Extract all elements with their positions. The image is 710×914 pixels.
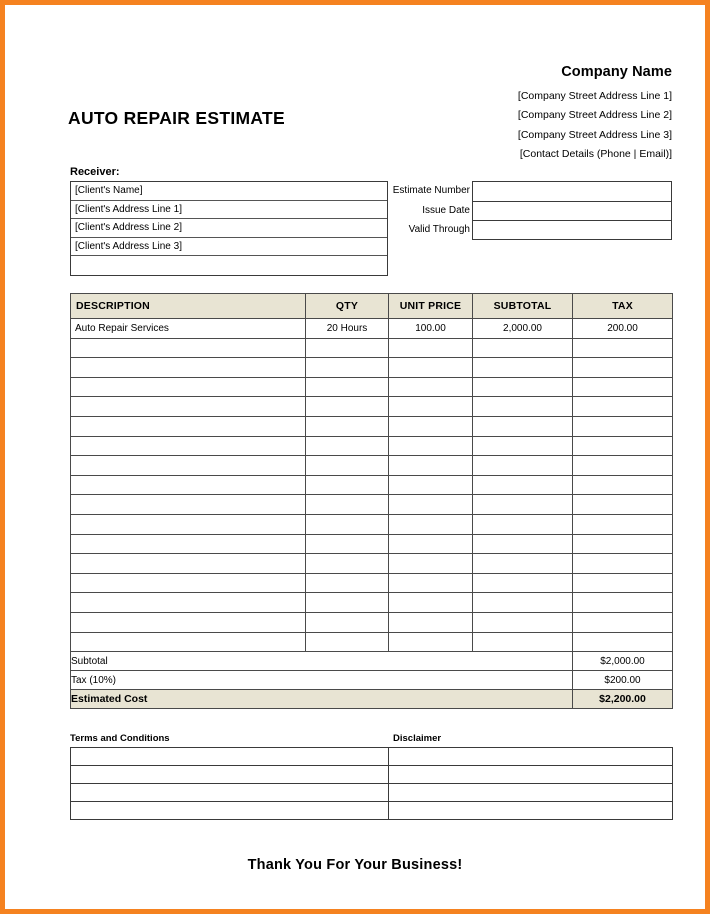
line-items-table	[70, 293, 673, 709]
cell-subtotal[interactable]	[473, 397, 573, 417]
cell-subtotal[interactable]	[473, 534, 573, 554]
column-header-tax: TAX	[573, 294, 673, 319]
cell-description[interactable]: Auto Repair Services	[71, 319, 306, 339]
cell-subtotal[interactable]	[473, 495, 573, 515]
line-items-body	[71, 319, 673, 652]
table-row	[71, 573, 673, 593]
totals-label: Estimated Cost	[71, 690, 573, 709]
cell-subtotal[interactable]	[473, 358, 573, 378]
table-row	[71, 632, 673, 652]
thank-you-note: Thank You For Your Business!	[247, 857, 463, 873]
cell-description[interactable]	[71, 514, 306, 534]
table-row	[71, 534, 673, 554]
cell-qty[interactable]	[306, 475, 389, 495]
cell-unit-price[interactable]	[389, 632, 473, 652]
cell-subtotal[interactable]	[473, 338, 573, 358]
cell-description[interactable]	[71, 554, 306, 574]
cell-description[interactable]	[71, 534, 306, 554]
cell-description[interactable]	[71, 456, 306, 476]
company-address-line-3: [Company Street Address Line 3]	[517, 128, 672, 141]
cell-unit-price[interactable]	[389, 416, 473, 436]
cell-tax[interactable]	[573, 338, 673, 358]
receiver-box	[70, 181, 388, 276]
company-contact-details: [Contact Details (Phone | Email)]	[519, 148, 672, 160]
table-row	[71, 338, 673, 358]
table-row	[71, 358, 673, 378]
totals-label: Tax (10%)	[71, 671, 573, 690]
table-row	[71, 475, 673, 495]
cell-qty[interactable]	[306, 495, 389, 515]
receiver-field-address-1[interactable]: [Client's Address Line 1]	[71, 201, 387, 220]
company-block	[518, 65, 672, 160]
totals-value: $2,200.00	[573, 690, 673, 709]
cell-unit-price[interactable]	[389, 593, 473, 613]
cell-description[interactable]	[71, 632, 306, 652]
cell-subtotal[interactable]	[473, 612, 573, 632]
cell-tax[interactable]	[573, 436, 673, 456]
cell-qty[interactable]	[306, 358, 389, 378]
cell-unit-price[interactable]	[389, 397, 473, 417]
meta-row-valid-through	[388, 220, 672, 240]
cell-subtotal[interactable]	[473, 475, 573, 495]
receiver-field-address-3[interactable]: [Client's Address Line 3]	[71, 238, 387, 257]
table-row	[71, 397, 673, 417]
cell-tax[interactable]	[573, 554, 673, 574]
table-row	[71, 456, 673, 476]
cell-subtotal[interactable]	[473, 632, 573, 652]
terms-row	[71, 748, 673, 766]
terms-cell[interactable]	[71, 802, 389, 820]
cell-description[interactable]	[71, 593, 306, 613]
receiver-label: Receiver:	[70, 166, 120, 178]
totals-row	[71, 671, 673, 690]
cell-unit-price[interactable]	[389, 456, 473, 476]
cell-qty[interactable]: 20 Hours	[306, 319, 389, 339]
issue-date-label: Issue Date	[422, 204, 470, 216]
table-row	[71, 416, 673, 436]
cell-subtotal[interactable]	[473, 456, 573, 476]
cell-unit-price[interactable]	[389, 358, 473, 378]
cell-tax[interactable]: 200.00	[573, 319, 673, 339]
cell-tax[interactable]	[573, 632, 673, 652]
cell-qty[interactable]	[306, 573, 389, 593]
cell-tax[interactable]	[573, 573, 673, 593]
terms-row	[71, 802, 673, 820]
cell-qty[interactable]	[306, 632, 389, 652]
cell-unit-price[interactable]	[389, 495, 473, 515]
cell-unit-price[interactable]	[389, 534, 473, 554]
cell-tax[interactable]	[573, 358, 673, 378]
cell-subtotal[interactable]: 2,000.00	[473, 319, 573, 339]
cell-qty[interactable]	[306, 377, 389, 397]
cell-qty[interactable]	[306, 554, 389, 574]
table-row	[71, 612, 673, 632]
cell-tax[interactable]	[573, 514, 673, 534]
cell-qty[interactable]	[306, 436, 389, 456]
meta-row-issue-date	[388, 201, 672, 221]
cell-description[interactable]	[71, 397, 306, 417]
company-name: Company Name	[561, 64, 672, 80]
cell-tax[interactable]	[573, 456, 673, 476]
disclaimer-cell[interactable]	[389, 784, 673, 802]
valid-through-label: Valid Through	[408, 224, 470, 235]
table-row	[71, 554, 673, 574]
terms-cell[interactable]	[71, 748, 389, 766]
cell-description[interactable]	[71, 377, 306, 397]
column-header-unit-price: UNIT PRICE	[389, 294, 473, 319]
cell-subtotal[interactable]	[473, 514, 573, 534]
totals-row	[71, 652, 673, 671]
cell-qty[interactable]	[306, 534, 389, 554]
cell-tax[interactable]	[573, 475, 673, 495]
disclaimer-cell[interactable]	[389, 748, 673, 766]
cell-description[interactable]	[71, 612, 306, 632]
issue-date-field[interactable]	[472, 201, 672, 221]
cell-qty[interactable]	[306, 456, 389, 476]
line-items-header-row	[71, 294, 673, 319]
totals-value: $2,000.00	[573, 652, 673, 671]
company-address-line-1: [Company Street Address Line 1]	[517, 89, 672, 102]
cell-tax[interactable]	[573, 397, 673, 417]
terms-and-conditions-heading: Terms and Conditions	[70, 733, 170, 744]
cell-tax[interactable]	[573, 612, 673, 632]
cell-subtotal[interactable]	[473, 377, 573, 397]
cell-unit-price[interactable]	[389, 475, 473, 495]
cell-unit-price[interactable]	[389, 514, 473, 534]
cell-description[interactable]	[71, 358, 306, 378]
cell-qty[interactable]	[306, 416, 389, 436]
totals-label: Subtotal	[71, 652, 573, 671]
cell-qty[interactable]	[306, 338, 389, 358]
cell-subtotal[interactable]	[473, 554, 573, 574]
receiver-field-address-2[interactable]: [Client's Address Line 2]	[71, 219, 387, 238]
column-header-description: DESCRIPTION	[71, 294, 306, 319]
terms-cell[interactable]	[71, 784, 389, 802]
cell-description[interactable]	[71, 573, 306, 593]
receiver-field-client-name[interactable]: [Client's Name]	[71, 182, 387, 201]
cell-unit-price[interactable]	[389, 554, 473, 574]
cell-description[interactable]	[71, 475, 306, 495]
cell-unit-price[interactable]: 100.00	[389, 319, 473, 339]
table-row	[71, 319, 673, 339]
document-title: AUTO REPAIR ESTIMATE	[68, 108, 285, 128]
cell-description[interactable]	[71, 416, 306, 436]
terms-table-body	[71, 748, 673, 820]
terms-cell[interactable]	[71, 766, 389, 784]
table-row	[71, 514, 673, 534]
cell-subtotal[interactable]	[473, 573, 573, 593]
terms-table	[70, 747, 673, 820]
cell-unit-price[interactable]	[389, 377, 473, 397]
line-items-totals	[71, 652, 673, 709]
disclaimer-cell[interactable]	[389, 802, 673, 820]
cell-description[interactable]	[71, 495, 306, 515]
column-header-qty: QTY	[306, 294, 389, 319]
cell-description[interactable]	[71, 338, 306, 358]
cell-qty[interactable]	[306, 397, 389, 417]
cell-tax[interactable]	[573, 416, 673, 436]
cell-unit-price[interactable]	[389, 612, 473, 632]
cell-qty[interactable]	[306, 593, 389, 613]
valid-through-field[interactable]	[472, 220, 672, 240]
cell-subtotal[interactable]	[473, 593, 573, 613]
disclaimer-cell[interactable]	[389, 766, 673, 784]
cell-unit-price[interactable]	[389, 573, 473, 593]
cell-tax[interactable]	[573, 593, 673, 613]
company-address-line-2: [Company Street Address Line 2]	[517, 109, 672, 121]
column-header-subtotal: SUBTOTAL	[473, 294, 573, 319]
table-row	[71, 495, 673, 515]
disclaimer-heading: Disclaimer	[393, 733, 442, 744]
meta-row-estimate-number	[388, 181, 672, 201]
totals-value: $200.00	[573, 671, 673, 690]
cell-tax[interactable]	[573, 534, 673, 554]
estimate-sheet	[5, 5, 705, 909]
cell-qty[interactable]	[306, 612, 389, 632]
terms-row	[71, 766, 673, 784]
cell-description[interactable]	[71, 436, 306, 456]
cell-qty[interactable]	[306, 514, 389, 534]
table-row	[71, 377, 673, 397]
receiver-field-extra[interactable]	[71, 256, 387, 275]
cell-unit-price[interactable]	[389, 436, 473, 456]
table-row	[71, 593, 673, 613]
estimate-number-field[interactable]	[472, 181, 672, 201]
cell-tax[interactable]	[573, 377, 673, 397]
estimate-meta	[388, 181, 672, 240]
line-items-header	[71, 294, 673, 319]
totals-row	[71, 690, 673, 709]
terms-row	[71, 784, 673, 802]
table-row	[71, 436, 673, 456]
cell-tax[interactable]	[573, 495, 673, 515]
estimate-number-label: Estimate Number	[392, 185, 470, 196]
cell-subtotal[interactable]	[473, 416, 573, 436]
cell-subtotal[interactable]	[473, 436, 573, 456]
cell-unit-price[interactable]	[389, 338, 473, 358]
